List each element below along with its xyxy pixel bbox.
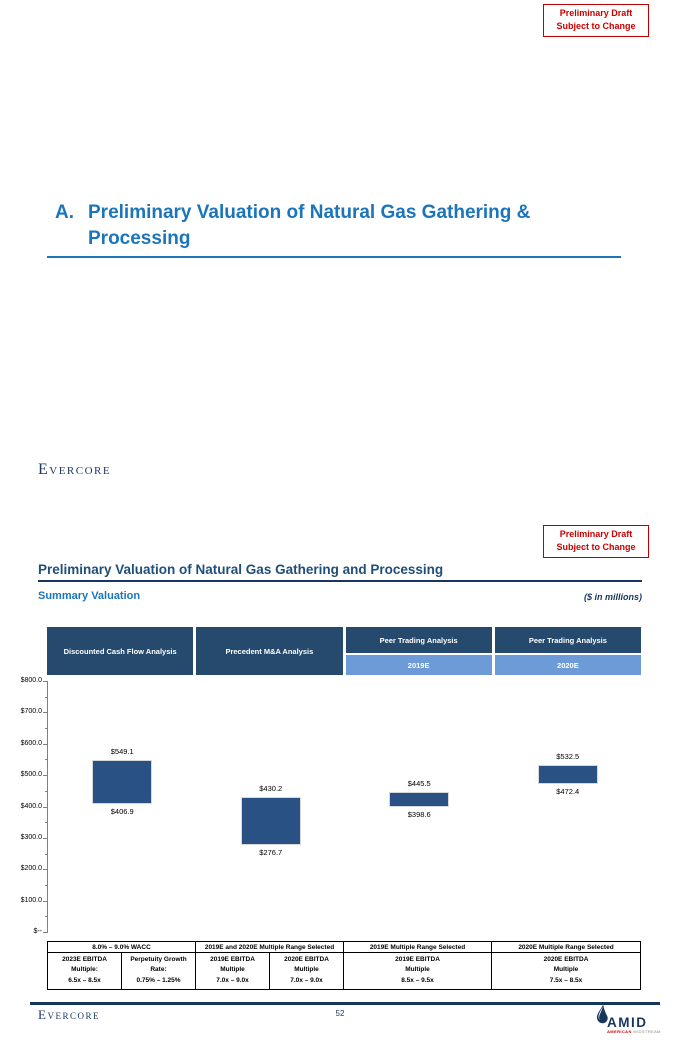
amid-tagline-american: AMERICAN: [607, 1029, 632, 1034]
page-title-rule: [38, 580, 642, 582]
table-group-header: 2019E and 2020E Multiple Range Selected: [196, 942, 344, 953]
evercore-logo-footer: Evercore: [38, 1007, 100, 1022]
table-cell-line: 7.0x – 9.0x: [216, 976, 249, 984]
table-cell-line: 7.5x – 8.5x: [549, 976, 583, 984]
y-axis-tick: [45, 885, 48, 886]
y-axis-tick: [43, 932, 48, 933]
y-tick-label: $200.0: [20, 865, 42, 873]
valuation-range-bar: [92, 760, 152, 805]
y-tick-label: $500.0: [20, 771, 42, 779]
valuation-assumptions-table: [47, 941, 641, 990]
draft-notice-page1: [543, 4, 649, 37]
section-heading: [55, 200, 600, 251]
table-cell-line: 2020E EBITDA: [284, 956, 329, 963]
y-axis-tick: [43, 838, 48, 839]
units-note: ($ in millions): [583, 592, 642, 602]
y-axis-tick: [45, 916, 48, 917]
valuation-range-bar: [389, 792, 449, 807]
y-axis-tick: [45, 822, 48, 823]
y-tick-label: $400.0: [20, 802, 42, 810]
table-cell-line: 2020E EBITDA: [543, 956, 589, 963]
table-cell-line: 7.0x – 9.0x: [290, 976, 323, 984]
table-cell-line: 0.75% – 1.25%: [136, 976, 181, 984]
y-axis-tick: [43, 869, 48, 870]
valuation-range-bar: [538, 765, 598, 784]
table-group-header: 2019E Multiple Range Selected: [344, 942, 492, 953]
y-axis-tick: [43, 901, 48, 902]
y-axis-tick: [45, 759, 48, 760]
y-tick-label: $800.0: [20, 677, 42, 684]
draft-notice-line1: Preliminary Draft: [559, 7, 633, 18]
header-peer-2019-title: Peer Trading Analysis: [346, 627, 492, 653]
table-cell: [122, 953, 196, 989]
header-peer-2020: [495, 627, 641, 675]
plot-area: [47, 681, 642, 932]
header-dcf: Discounted Cash Flow Analysis: [47, 627, 193, 675]
header-peer-2020-year: 2020E: [495, 655, 641, 675]
table-cell-line: 6.5x – 8.5x: [68, 976, 101, 984]
table-group-header: 2020E Multiple Range Selected: [492, 942, 640, 953]
table-cell: [196, 953, 270, 989]
valuation-range-bar: [241, 797, 301, 845]
bar-high-label: $549.1: [110, 746, 134, 756]
section-letter: A.: [55, 202, 74, 223]
table-cell-line: Rate:: [150, 966, 167, 974]
y-axis-tick: [43, 807, 48, 808]
page-subtitle: Summary Valuation: [38, 590, 141, 602]
y-tick-label: $600.0: [20, 739, 42, 747]
table-group-header: 8.0% – 9.0% WACC: [48, 942, 196, 953]
y-axis-tick: [43, 775, 48, 776]
bar-high-label: $532.5: [556, 751, 580, 761]
y-tick-label: $100.0: [20, 896, 42, 904]
y-axis-tick: [43, 681, 48, 682]
y-axis-tick: [45, 728, 48, 729]
table-cell: [270, 953, 344, 989]
footer-rule: [30, 1002, 660, 1005]
y-axis-tick: [45, 791, 48, 792]
amid-wordmark: AMID: [607, 1015, 648, 1030]
amid-tagline: [607, 1029, 661, 1034]
draft-notice-page2: [543, 525, 649, 558]
table-cell-line: Multiple: [405, 966, 430, 974]
table-cell-line: Multiple: [553, 966, 579, 974]
table-cell-line: 2019E EBITDA: [395, 956, 440, 963]
section-title-text: Preliminary Valuation of Natural Gas Gathering & Processing: [88, 202, 531, 249]
y-axis-tick: [45, 854, 48, 855]
bar-low-label: $472.4: [556, 786, 580, 796]
bar-high-label: $430.2: [259, 784, 283, 794]
evercore-logo-page1: Evercore: [38, 461, 112, 478]
table-cell-line: 2019E EBITDA: [210, 956, 255, 963]
table-cell-line: Perpetuity Growth: [130, 956, 187, 963]
draft-notice-line2: Subject to Change: [556, 21, 636, 32]
table-cell-line: Multiple: [220, 966, 245, 974]
bar-high-label: $445.5: [407, 779, 431, 789]
header-precedent-ma: Precedent M&A Analysis: [196, 627, 342, 675]
chart-column-headers: [47, 627, 641, 675]
y-axis-tick: [43, 744, 48, 745]
page-number: 52: [335, 1009, 345, 1018]
table-cell-line: 8.5x – 9.5x: [401, 976, 434, 984]
header-peer-2020-title: Peer Trading Analysis: [495, 627, 641, 653]
header-peer-2019: [346, 627, 492, 675]
bar-low-label: $406.9: [110, 807, 134, 817]
y-axis-tick: [45, 697, 48, 698]
amid-logo: [594, 1004, 661, 1034]
table-cell: [492, 953, 640, 989]
y-tick-label: $--: [33, 928, 42, 935]
amid-tagline-midstream: MIDSTREAM: [633, 1029, 661, 1034]
draft-notice-line2: Subject to Change: [556, 542, 636, 553]
table-cell: [48, 953, 122, 989]
table-cell-line: 2023E EBITDA: [62, 956, 107, 963]
table-cell: [344, 953, 492, 989]
bar-low-label: $276.7: [259, 848, 283, 858]
draft-notice-line1: Preliminary Draft: [559, 528, 633, 539]
y-axis: [0, 677, 44, 935]
y-tick-label: $700.0: [20, 708, 42, 716]
y-tick-label: $300.0: [20, 833, 42, 841]
header-peer-2019-year: 2019E: [346, 655, 492, 675]
table-cell-line: Multiple:: [71, 966, 98, 974]
table-cell-line: Multiple: [294, 966, 319, 974]
y-axis-tick: [43, 712, 48, 713]
bar-low-label: $398.6: [407, 809, 431, 819]
page-title: Preliminary Valuation of Natural Gas Gathering and Processing: [38, 562, 444, 577]
section-title-rule: [47, 256, 621, 258]
